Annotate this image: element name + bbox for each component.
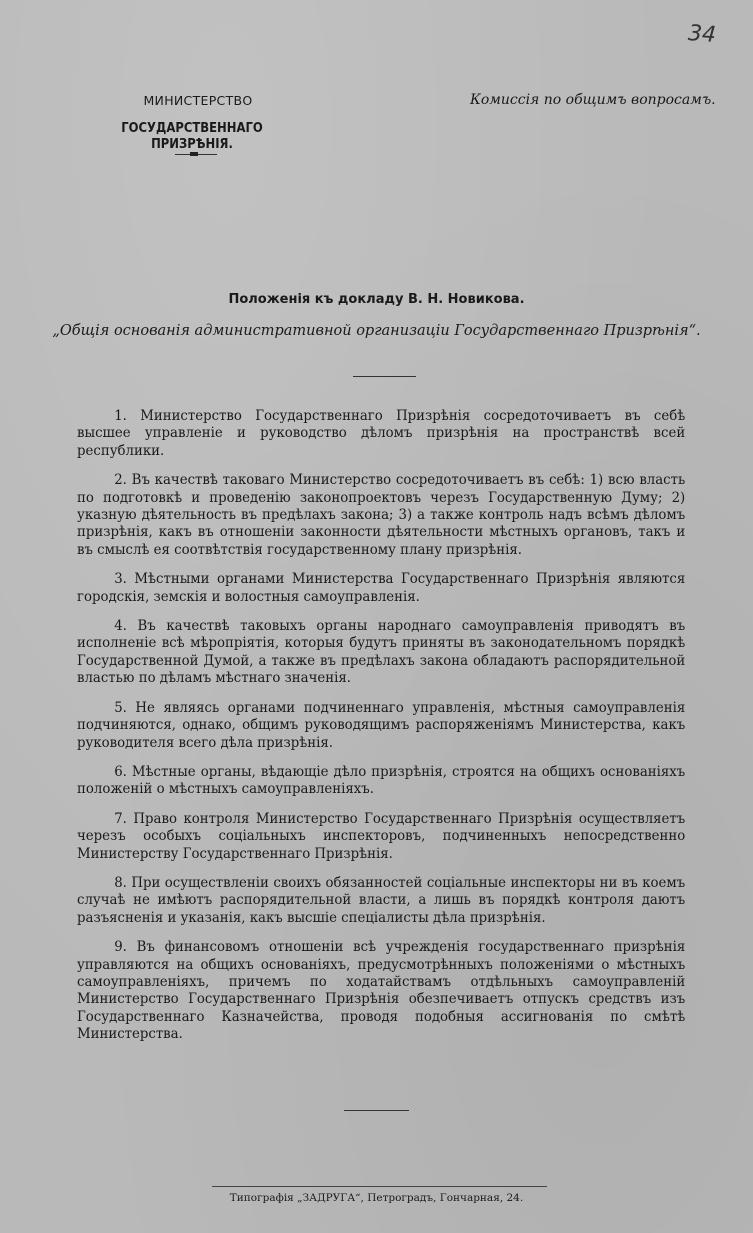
paragraph-6: 6. Мѣстные органы, вѣдающіе дѣло призрѣнія, строятся на общихъ основаніяхъ положеній о мѣстныхъ самоуправленіяхъ.: [77, 763, 686, 798]
ministry-name-line2: ГОСУДАРСТВЕННАГО ПРИЗРѢНІЯ.: [121, 120, 263, 152]
paragraph-7: 7. Право контроля Министерство Государственнаго Призрѣнія осуществляетъ черезъ особыхъ соціальныхъ инспекторовъ, подчиненныхъ непосредственно Министерству Государственнаго Призрѣнія.: [77, 810, 686, 862]
paragraph-2: 2. Въ качествѣ таковаго Министерство сосредоточиваетъ въ себѣ: 1) всю власть по подготовкѣ и проведенію законопроектовъ черезъ Государственную Думу; 2) указную дѣятельность въ предѣлахъ закона; 3) а также контроль надъ всѣмъ дѣломъ призрѣнія, какъ въ отношеніи законности дѣятельности мѣстныхъ органовъ, такъ и въ смыслѣ ея соотвѣтствія государственному плану призрѣнія.: [77, 472, 686, 558]
ministry-name-line1: МИНИСТЕРСТВО: [143, 93, 253, 108]
paragraph-1: 1. Министерство Государственнаго Призрѣнія сосредоточиваетъ въ себѣ высшее управленіе и руководство дѣломъ призрѣнія на пространствѣ всей республики.: [77, 408, 686, 459]
document-subtitle: „Общія основанія административной организаціи Государственнаго Призрѣнія“.: [52, 323, 701, 339]
handwritten-page-number: 34: [687, 21, 717, 48]
paragraph-8: 8. При осуществленіи своихъ обязанностей соціальные инспекторы ни въ коемъ случаѣ не имѣютъ распорядительной власти, а лишь въ порядкѣ контроля даютъ разъясненія и указанія, какъ высшіе спеціалисты дѣла призрѣнія.: [77, 874, 686, 926]
printer-imprint: Типографія „ЗАДРУГА“, Петроградъ, Гончарная, 24.: [229, 1192, 524, 1204]
paragraph-5: 5. Не являясь органами подчиненнаго управленія, мѣстныя самоуправленія подчиняются, однако, общимъ руководящимъ распоряженіямъ Министерства, какъ руководителя всего дѣла призрѣнія.: [77, 699, 686, 751]
divider-rule: [353, 376, 416, 377]
commission-name: Комиссія по общимъ вопросамъ.: [470, 92, 716, 108]
footer-rule: [212, 1186, 547, 1187]
paragraph-4: 4. Въ качествѣ таковыхъ органы народнаго самоуправленія приводятъ въ исполненіе всѣ мѣропріятія, которыя будутъ приняты въ законодательномъ порядкѣ Государственной Думой, а также въ предѣлахъ закона обладаютъ распорядительной властью по дѣламъ мѣстнаго значенія.: [77, 618, 686, 687]
paragraph-9: 9. Въ финансовомъ отношеніи всѣ учрежденія государственнаго призрѣнія управляются на общихъ основаніяхъ, предусмотрѣнныхъ положеніями о мѣстныхъ самоуправленіяхъ, причемъ по ходатайствамъ отдѣльныхъ самоуправленій Министерство Государственнаго Призрѣнія обезпечиваетъ отпускъ средствъ изъ Государственнаго Казначейства, проводя подобныя ассигнованія по смѣтѣ Министерства.: [77, 939, 686, 1043]
ornament-dot: [190, 152, 198, 156]
document-body: [77, 408, 685, 1056]
paragraph-3: 3. Мѣстными органами Министерства Государственнаго Призрѣнія являются городскія, земскія и волостныя самоуправленія.: [77, 571, 686, 605]
document-heading: Положенія къ докладу В. Н. Новикова.: [228, 292, 525, 307]
closing-rule: [344, 1110, 409, 1111]
